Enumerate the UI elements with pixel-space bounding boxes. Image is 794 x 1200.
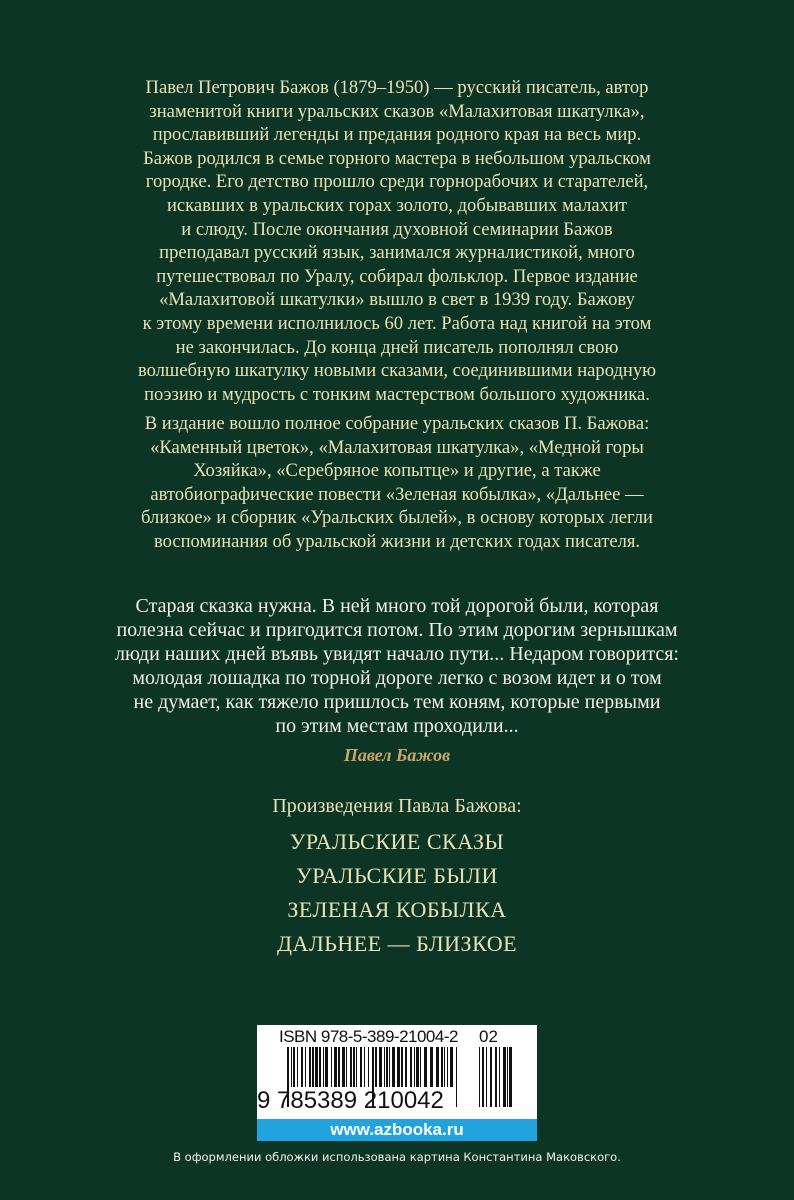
author-quote [0,594,794,738]
barcode-bar [297,1047,298,1087]
barcode-bar [420,1047,421,1087]
quote-line: Старая сказка нужна. В ней много той дорогой были, которая [135,595,659,617]
barcode-bar [495,1047,497,1107]
barcode-bar [334,1047,337,1087]
barcode-bar [503,1047,506,1107]
barcode-bar [386,1047,388,1087]
barcode-bar [312,1047,314,1087]
quote-line: молодая лошадка по торной дороге легко с возом идет и о том [132,667,662,689]
contents-line: близкое» и сборник «Уральских былей», в основу которых легли [141,507,653,529]
barcode-bar [342,1047,345,1087]
bio-line: «Малахитовой шкатулки» вышло в свет в 1939 году. Бажову [159,289,635,311]
barcode-bar [379,1047,382,1087]
works-list [0,825,794,961]
bio-line: преподавал русский язык, занимался журналистикой, много [159,242,635,264]
barcode-bar [346,1047,347,1087]
barcode-bar [436,1047,439,1087]
cover-credit: В оформлении обложки использована картина Константина Маковского. [173,1150,621,1164]
barcode-bar [375,1047,377,1087]
barcode-bar [356,1047,357,1087]
barcode-bar [293,1047,295,1087]
quote-author: Павел Бажов [343,745,451,765]
barcode-bar [405,1047,407,1087]
edition-contents [0,412,794,554]
barcode-bar [447,1047,448,1087]
quote-line: люди наших дней въявь увидят начало пути... Недаром говорится: [115,643,679,665]
isbn-barcode [257,1025,537,1141]
barcode-bar [444,1047,445,1087]
quote-line: не думает, как тяжело пришлось тем коням, которые первыми [133,691,661,713]
barcode-bar [416,1047,419,1087]
barcode-bar [315,1047,318,1087]
barcode-bar [301,1047,303,1087]
barcode-bar [368,1047,369,1087]
work-title: УРАЛЬСКИЕ СКАЗЫ [289,829,505,854]
contents-line: В издание вошло полное собрание уральских сказов П. Бажова: [144,413,650,434]
barcode-bar [389,1047,390,1087]
work-title: ДАЛЬНЕЕ — БЛИЗКОЕ [276,931,518,956]
barcode-bar [490,1047,492,1107]
barcode-bar [338,1047,340,1087]
bio-line: Бажов родился в семье горного мастера в небольшом уральском [143,147,651,169]
quote-line: полезна сейчас и пригодится потом. По этим дорогим зернышкам [116,619,678,641]
work-title: УРАЛЬСКИЕ БЫЛИ [296,863,498,888]
barcode-bar [414,1047,415,1087]
barcode-bar [401,1047,403,1087]
bio-line: поэзию и мудрость с тонким мастерством большого художника. [144,383,650,405]
barcode-bar [364,1047,365,1087]
barcode-bar [479,1047,480,1107]
barcode-bar [305,1047,306,1087]
barcode-bar [450,1047,453,1087]
publisher-url: www.azbooka.ru [257,1119,537,1141]
bio-line: знаменитой книги уральских сказов «Малахитовая шкатулка», [149,100,645,122]
barcode-bar [499,1047,500,1107]
barcode-bar [392,1047,395,1087]
bio-line: и слюду. После окончания духовной семинарии Бажов [181,218,613,240]
bio-line: прославивший легенды и предания родного края на весь мир. [152,124,642,146]
barcode-bar [291,1047,292,1087]
contents-line: Хозяйка», «Серебряное копытце» и другие, а также [193,460,601,482]
barcode-bar [507,1047,508,1107]
bio-line: к этому времени исполнилось 60 лет. Работа над книгой на этом [142,312,652,334]
barcode-bar [509,1047,512,1107]
barcode-bar [424,1047,427,1087]
bio-line: городке. Его детство прошло среди горнорабочих и старателей, [145,171,649,193]
bio-line: волшебную шкатулку новыми сказами, соединившими народную [137,360,657,382]
work-title: ЗЕЛЕНАЯ КОБЫЛКА [287,897,507,922]
barcode-bar [309,1047,311,1087]
barcode-bar [384,1047,385,1087]
barcode-bar [441,1047,443,1087]
isbn-text: ISBN 978-5-389-21004-2 [279,1027,458,1046]
barcode-bar [482,1047,484,1107]
bio-line: искавших в уральских горах золото, добывавших малахит [166,194,628,216]
barcode-bar [325,1047,328,1087]
barcode-bar [397,1047,400,1087]
barcode-bar [410,1047,412,1087]
contents-line: автобиографические повести «Зеленая кобылка», «Дальнее — [150,483,644,505]
bio-line: путешествовал по Уралу, собирал фольклор. Первое издание [156,265,638,287]
author-biography [0,76,794,406]
isbn-addon: 02 [479,1027,498,1046]
barcode-bar [319,1047,321,1087]
barcode-bar [331,1047,332,1087]
barcode-bar [323,1047,324,1087]
barcode-digits: 9 785389 210042 [257,1087,444,1114]
works-title: Произведения Павла Бажова: [272,795,522,817]
contents-line: воспоминания об уральской жизни и детских годах писателя. [153,530,641,552]
barcode-bar [350,1047,352,1087]
barcode-bar [360,1047,362,1087]
contents-line: «Каменный цветок», «Малахитовая шкатулка», «Медной горы [150,436,644,458]
quote-line: по этим местам проходили... [275,715,519,737]
barcode-bar [353,1047,355,1087]
bio-line: не закончилась. До конца дней писатель пополнял свою [175,336,619,358]
barcode-bar [486,1047,487,1107]
bio-line: Павел Петрович Бажов (1879–1950) — русский писатель, автор [145,77,649,98]
barcode-bar [430,1047,433,1087]
